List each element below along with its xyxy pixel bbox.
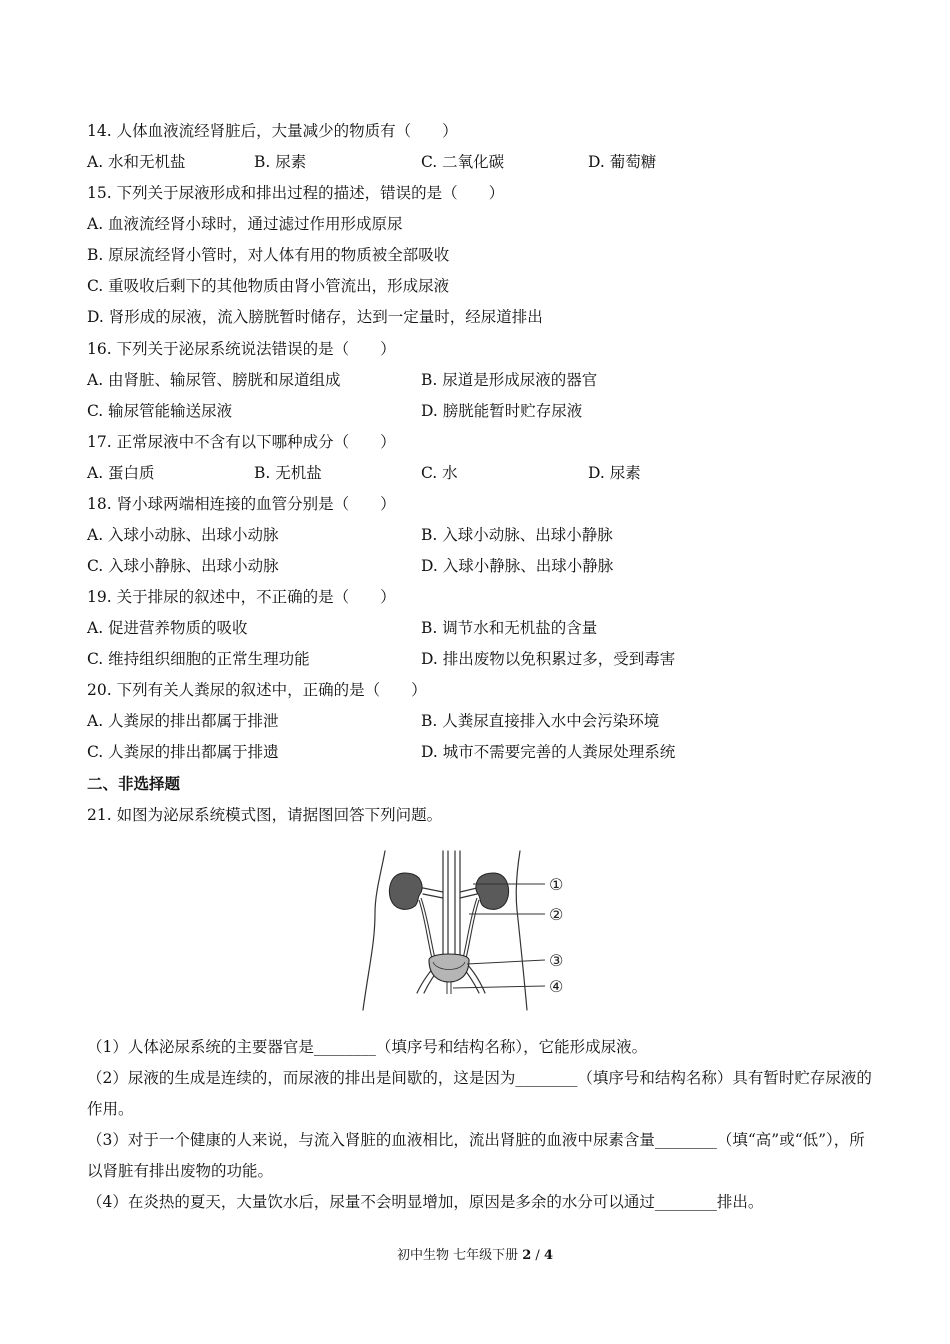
- kidney-right: [476, 873, 509, 909]
- q18-option-b: B. 入球小动脉、出球小静脉: [421, 526, 613, 544]
- body-outline-left: [363, 851, 385, 1010]
- footer-total-pages: 4: [543, 1248, 553, 1263]
- label-3: ③: [549, 951, 564, 970]
- q17-option-a: A. 蛋白质: [87, 464, 155, 482]
- q14-option-c: C. 二氧化碳: [421, 153, 505, 171]
- q14-option-b: B. 尿素: [254, 153, 307, 171]
- q20-option-d: D. 城市不需要完善的人粪尿处理系统: [421, 743, 676, 761]
- q16-option-c: C. 输尿管能输送尿液: [87, 402, 233, 420]
- q14-stem: 14. 人体血液流经肾脏后，大量减少的物质有（ ）: [87, 122, 458, 140]
- q17-option-d: D. 尿素: [588, 464, 641, 482]
- q15-stem: 15. 下列关于尿液形成和排出过程的描述，错误的是（ ）: [87, 184, 505, 202]
- footer-separator: /: [531, 1248, 544, 1263]
- q21-sub1: （1）人体泌尿系统的主要器官是________（填序号和结构名称），它能形成尿液。: [87, 1038, 648, 1056]
- q17-option-c: C. 水: [421, 464, 458, 482]
- renal-vessel-right: [460, 888, 477, 892]
- q18-option-c: C. 入球小静脉、出球小动脉: [87, 557, 279, 575]
- q21-sub3: （3）对于一个健康的人来说，与流入肾脏的血液相比，流出肾脏的血液中尿素含量________（填“高”或“低”），所以肾脏有排出废物的功能。: [87, 1131, 865, 1180]
- kidney-left: [389, 873, 422, 909]
- footer-page-number: 2: [522, 1248, 532, 1263]
- ureter-right-2: [462, 898, 477, 963]
- q16-stem: 16. 下列关于泌尿系统说法错误的是（ ）: [87, 340, 396, 358]
- q20-option-b: B. 人粪尿直接排入水中会污染环境: [421, 712, 660, 730]
- q19-option-d: D. 排出废物以免积累过多，受到毒害: [421, 650, 676, 668]
- renal-vessel-right-2: [460, 894, 477, 898]
- q15-option-d: D. 肾形成的尿液，流入膀胱暂时储存，达到一定量时，经尿道排出: [87, 308, 543, 326]
- q19-option-b: B. 调节水和无机盐的含量: [421, 619, 598, 637]
- urethra: [447, 982, 451, 994]
- q17-stem: 17. 正常尿液中不含有以下哪种成分（ ）: [87, 433, 396, 451]
- q14-option-a: A. 水和无机盐: [87, 153, 186, 171]
- q14-option-d: D. 葡萄糖: [588, 153, 657, 171]
- q21-sub2: （2）尿液的生成是连续的，而尿液的排出是间歇的，这是因为________（填序号和结构名称）具有暂时贮存尿液的作用。: [87, 1069, 872, 1118]
- q20-stem: 20. 下列有关人粪尿的叙述中，正确的是（ ）: [87, 681, 427, 699]
- q15-option-a: A. 血液流经肾小球时，通过滤过作用形成原尿: [87, 215, 403, 233]
- renal-vessel-left-2: [423, 894, 443, 898]
- q18-option-a: A. 入球小动脉、出球小动脉: [87, 526, 279, 544]
- urinary-system-diagram: [345, 848, 585, 1014]
- q16-option-b: B. 尿道是形成尿液的器官: [421, 371, 598, 389]
- renal-vessel-left: [423, 888, 443, 892]
- q19-option-c: C. 维持组织细胞的正常生理功能: [87, 650, 310, 668]
- bladder: [429, 954, 469, 982]
- q20-option-c: C. 人粪尿的排出都属于排遗: [87, 743, 279, 761]
- q20-option-a: A. 人粪尿的排出都属于排泄: [87, 712, 279, 730]
- q21-stem: 21. 如图为泌尿系统模式图，请据图回答下列问题。: [87, 806, 443, 824]
- q15-option-b: B. 原尿流经肾小管时，对人体有用的物质被全部吸收: [87, 246, 450, 264]
- q17-option-b: B. 无机盐: [254, 464, 322, 482]
- label-1: ①: [549, 875, 564, 894]
- footer-text: 初中生物 七年级下册: [396, 1248, 523, 1263]
- q15-option-c: C. 重吸收后剩下的其他物质由肾小管流出，形成尿液: [87, 277, 450, 295]
- q16-option-d: D. 膀胱能暂时贮存尿液: [421, 402, 583, 420]
- q19-option-a: A. 促进营养物质的吸收: [87, 619, 248, 637]
- section-heading: 二、非选择题: [87, 774, 181, 793]
- q19-stem: 19. 关于排尿的叙述中，不正确的是（ ）: [87, 588, 396, 606]
- label-4: ④: [549, 977, 564, 996]
- page-footer: [0, 1247, 950, 1265]
- ureter-right: [465, 900, 479, 963]
- q18-stem: 18. 肾小球两端相连接的血管分别是（ ）: [87, 495, 396, 513]
- ureter-left: [419, 900, 433, 963]
- leader-line-3: [467, 960, 545, 964]
- q18-option-d: D. 入球小静脉、出球小静脉: [421, 557, 614, 575]
- q16-option-a: A. 由肾脏、输尿管、膀胱和尿道组成: [87, 371, 341, 389]
- leader-line-4: [453, 986, 545, 988]
- q21-sub4: （4）在炎热的夏天，大量饮水后，尿量不会明显增加，原因是多余的水分可以通过________排出。: [87, 1193, 764, 1211]
- label-2: ②: [549, 905, 564, 924]
- ureter-left-2: [421, 898, 436, 963]
